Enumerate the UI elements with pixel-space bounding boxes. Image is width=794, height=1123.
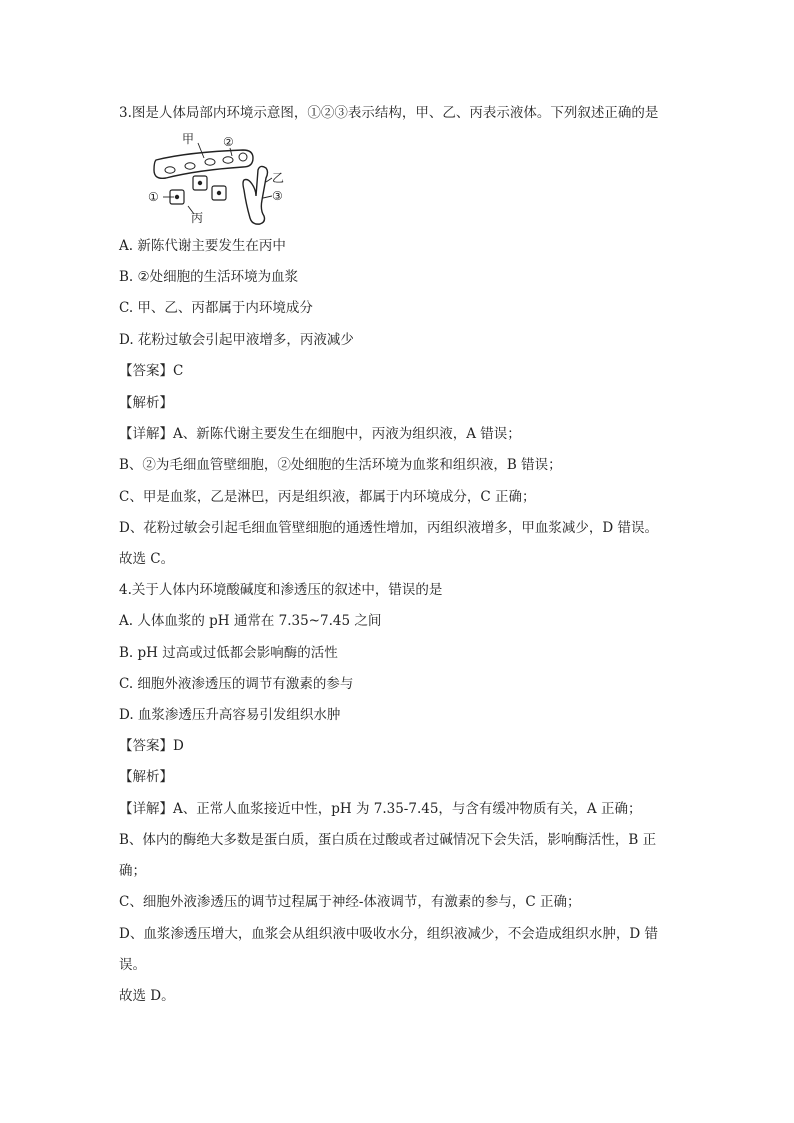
q4-answer: 【答案】D <box>119 738 184 754</box>
label-1: ① <box>148 190 159 204</box>
label-jia: 甲 <box>182 132 195 146</box>
internal-environment-diagram <box>148 130 298 226</box>
q3-detail-line: D、花粉过敏会引起毛细血管壁细胞的通透性增加，丙组织液增多，甲血浆减少，D 错误。 <box>119 520 658 536</box>
q3-option-d: D. 花粉过敏会引起甲液增多，丙液减少 <box>119 332 354 348</box>
q4-analysis-title: 【解析】 <box>119 769 173 785</box>
q4-detail-line: 确； <box>119 863 146 879</box>
q4-option-c: C. 细胞外液渗透压的调节有激素的参与 <box>119 676 354 692</box>
q3-option-b: B. ②处细胞的生活环境为血浆 <box>119 269 299 285</box>
q4-detail-line: D、血浆渗透压增大，血浆会从组织液中吸收水分，组织液减少，不会造成组织水肿，D 错 <box>119 926 658 942</box>
q4-option-a: A. 人体血浆的 pH 通常在 7.35~7.45 之间 <box>119 613 382 629</box>
q4-conclusion: 故选 D。 <box>119 988 175 1004</box>
q3-option-a: A. 新陈代谢主要发生在丙中 <box>119 238 286 254</box>
q3-analysis-title: 【解析】 <box>119 395 173 411</box>
q4-stem: 4.关于人体内环境酸碱度和渗透压的叙述中，错误的是 <box>119 582 443 598</box>
q4-detail-line: 【详解】A、正常人血浆接近中性，pH 为 7.35-7.45，与含有缓冲物质有关，A 正确； <box>119 801 642 817</box>
label-yi: 乙 <box>272 171 285 185</box>
label-3: ③ <box>272 189 283 203</box>
q3-detail-line: C、甲是血浆，乙是淋巴，丙是组织液，都属于内环境成分，C 正确； <box>119 489 536 505</box>
label-bing: 丙 <box>191 211 204 225</box>
q4-detail-line: B、体内的酶绝大多数是蛋白质，蛋白质在过酸或者过碱情况下会失活，影响酶活性，B 正 <box>119 832 657 848</box>
q3-detail-line: B、②为毛细血管壁细胞，②处细胞的生活环境为血浆和组织液，B 错误； <box>119 457 562 473</box>
q3-option-c: C. 甲、乙、丙都属于内环境成分 <box>119 300 313 316</box>
q3-answer: 【答案】C <box>119 363 184 379</box>
q4-option-d: D. 血浆渗透压升高容易引发组织水肿 <box>119 707 341 723</box>
q3-stem: 3.图是人体局部内环境示意图，①②③表示结构，甲、乙、丙表示液体。下列叙述正确的是 <box>119 105 659 121</box>
lymph-vessel-outline <box>243 166 268 224</box>
q4-detail-line: C、细胞外液渗透压的调节过程属于神经-体液调节，有激素的参与，C 正确； <box>119 894 581 910</box>
q3-conclusion: 故选 C。 <box>119 551 175 567</box>
q3-detail-line: 【详解】A、新陈代谢主要发生在细胞中，丙液为组织液，A 错误； <box>119 426 521 442</box>
capillary-outline <box>154 150 253 178</box>
q4-detail-line: 误。 <box>119 957 146 973</box>
label-2: ② <box>223 135 234 149</box>
q4-option-b: B. pH 过高或过低都会影响酶的活性 <box>119 645 338 661</box>
